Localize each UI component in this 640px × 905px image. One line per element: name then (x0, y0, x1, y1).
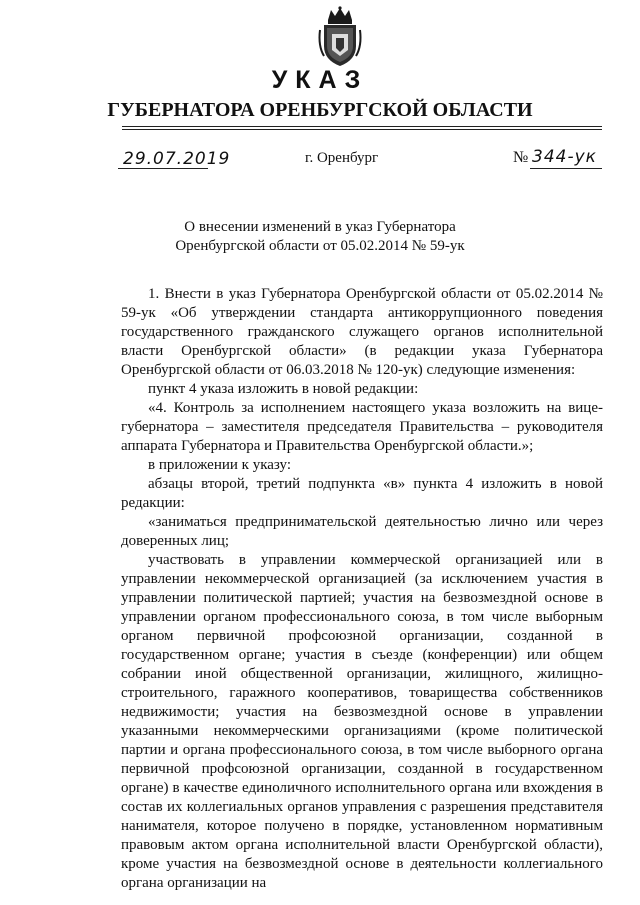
decree-number: 344-ук (532, 147, 597, 167)
decree-date: 29.07.2019 (123, 149, 231, 169)
paragraph: участвовать в управлении коммерческой организацией или в управлении некоммерческой организацией (за исключением участия в управлении политической партией; участия на безвозмездной основе в управлении органом профессионального союза, в том числе выборным органом первичной профсоюзной организации, созданной в государственном органе; участия в съезде (конференции) или общем собрании иной общественной организации, жилищного, жилищно-строительного, гаражного кооперативов, товарищества собственников недвижимости; участия на безвозмездной основе в управлении указанными некоммерческими организациями (кроме политической партии и органа профессионального союза, в том числе выборного органа первичной профсоюзной организации, созданной в государственном органе) в качестве единоличного исполнительного органа или вхождения в состав их коллегиальных органов управления с разрешения представителя нанимателя, которое получено в порядке, установленном нормативным правовым актом органа исполнительной власти Оренбургской области), кроме участия на безвозмездной основе в деятельности коллегиального органа организации на (121, 552, 603, 891)
coat-of-arms-icon (314, 6, 366, 68)
paragraph: «4. Контроль за исполнением настоящего указа возложить на вице-губернатора – заместителя председателя Правительства – руководителя аппарата Губернатора и Правительства Оренбургской области.»; (121, 400, 603, 454)
paragraph: «заниматься предпринимательской деятельностью лично или через доверенных лиц; (121, 514, 603, 549)
decree-heading (0, 218, 640, 256)
decree-city: г. Оренбург (305, 150, 379, 166)
paragraph: пункт 4 указа изложить в новой редакции: (148, 381, 419, 397)
number-label: № (513, 149, 529, 166)
heading-line-1: О внесении изменений в указ Губернатора (184, 219, 456, 235)
paragraph: в приложении к указу: (148, 457, 291, 473)
paragraph: абзацы второй, третий подпункта «в» пункта 4 изложить в новой редакции: (121, 476, 603, 511)
paragraph: 1. Внести в указ Губернатора Оренбургской области от 05.02.2014 № 59-ук «Об утверждении стандарта антикоррупционного поведения государственного гражданского служащего органов исполнительной власти Оренбургской области» (в редакции указа Губернатора Оренбургской области от 06.03.2018 № 120-ук) следующие изменения: (121, 286, 603, 378)
issuer-title: ГУБЕРНАТОРА ОРЕНБУРГСКОЙ ОБЛАСТИ (107, 99, 533, 121)
decree-body (121, 285, 603, 893)
number-underline (530, 168, 602, 169)
decree-title: УКАЗ (271, 66, 369, 94)
heading-line-2: Оренбургской области от 05.02.2014 № 59-ук (175, 238, 465, 254)
header-rule-top (122, 126, 602, 127)
header-rule-bottom (122, 129, 602, 130)
date-underline (118, 168, 208, 169)
